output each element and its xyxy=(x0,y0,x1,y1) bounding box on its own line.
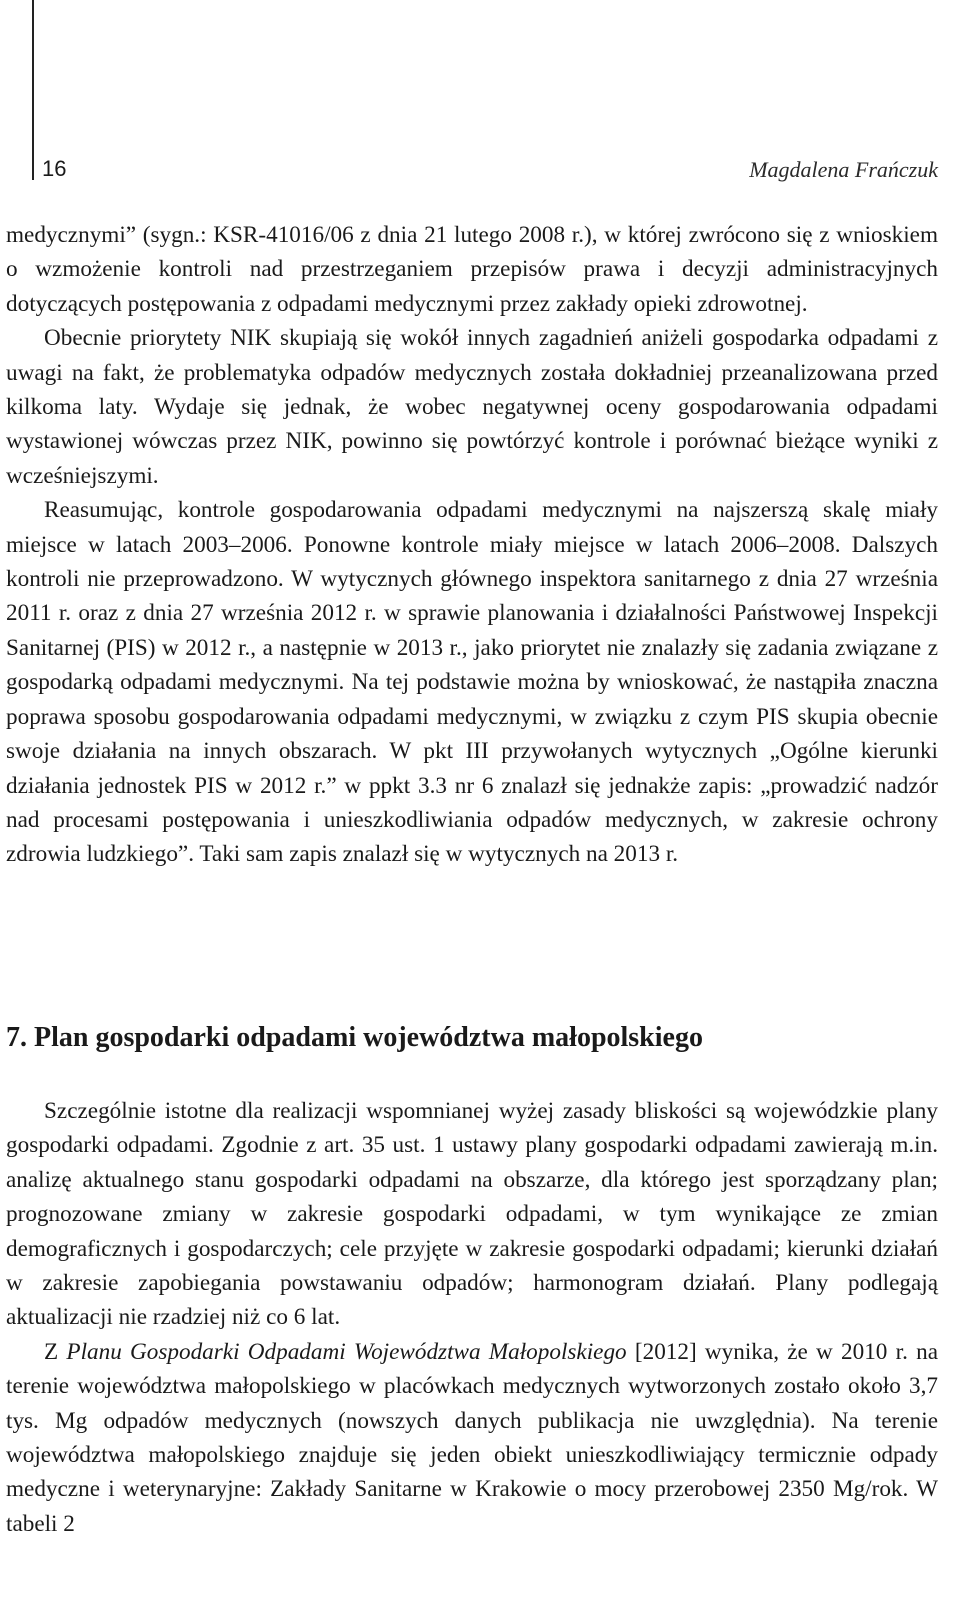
paragraph xyxy=(6,1335,938,1541)
paragraph: Szczególnie istotne dla realizacji wspomnianej wyżej zasady bliskości są wojewódzkie plany gospodarki odpadami. Zgodnie z art. 35 ust. 1 ustawy plany gospodarki odpadami zawierają m.in. analizę aktualnego stanu gospodarki odpadami na obszarze, dla którego jest sporządzany plan; prognozowane zmiany w zakresie gospodarki odpadami, w tym wynikające ze zmian demograficznych i gospodarczych; cele przyjęte w zakresie gospodarki odpadami; kierunki działań w zakresie zapobiegania powstawaniu odpadów; harmonogram działań. Plany podlegają aktualizacji nie rzadziej niż co 6 lat. xyxy=(6,1098,938,1331)
cited-title: Planu Gospodarki Odpadami Województwa Małopolskiego xyxy=(66,1338,627,1365)
section-heading: 7. Plan gospodarki odpadami województwa małopolskiego xyxy=(6,1022,703,1053)
running-head-author: Magdalena Frańczuk xyxy=(749,157,938,182)
margin-rule xyxy=(32,0,34,180)
paragraph-rest: [2012] wynika, że w 2010 r. na terenie województwa małopolskiego w placówkach medycznych wytworzonych zostało około 3,7 tys. Mg odpadów medycznych (nowszych danych publikacja nie uwzględnia). Na terenie województwa małopolskiego znajduje się jeden obiekt unieszkodliwiający termicznie odpady medyczne i weterynaryjne: Zakłady Sanitarne w Krakowie o mocy przerobowej 2350 Mg/rok. W tabeli 2 xyxy=(6,1338,938,1537)
paragraph-lead: Z xyxy=(44,1338,67,1365)
paragraph: Obecnie priorytety NIK skupiają się wokół innych zagadnień aniżeli gospodarka odpadami z uwagi na fakt, że problematyka odpadów medycznych została dokładniej przeanalizowana przed kilkoma laty. Wydaje się jednak, że wobec negatywnej oceny gospodarowania odpadami wystawionej wówczas przez NIK, powinno się powtórzyć kontrole i porównać bieżące wyniki z wcześniejszymi. xyxy=(6,325,938,489)
page-number: 16 xyxy=(42,156,67,181)
body-text xyxy=(6,218,938,872)
paragraph: medycznymi” (sygn.: KSR-41016/06 z dnia 21 lutego 2008 r.), w której zwrócono się z wnioskiem o wzmożenie kontroli nad przestrzeganiem przepisów prawa i decyzji administracyjnych dotyczących postępowania z odpadami medycznymi przez zakłady opieki zdrowotnej. xyxy=(6,222,938,317)
section-text xyxy=(6,1094,938,1541)
paragraph: Reasumując, kontrole gospodarowania odpadami medycznymi na najszerszą skalę miały miejsce w latach 2003–2006. Ponowne kontrole miały miejsce w latach 2006–2008. Dalszych kontroli nie przeprowadzono. W wytycznych głównego inspektora sanitarnego z dnia 27 września 2011 r. oraz z dnia 27 września 2012 r. w sprawie planowania i działalności Państwowej Inspekcji Sanitarnej (PIS) w 2012 r., a następnie w 2013 r., jako priorytet nie znalazły się zadania związane z gospodarką odpadami medycznymi. Na tej podstawie można by wnioskować, że nastąpiła znaczna poprawa sposobu gospodarowania odpadami medycznymi, w związku z czym PIS skupia obecnie swoje działania na innych obszarach. W pkt III przywołanych wytycznych „Ogólne kierunki działania jednostek PIS w 2012 r.” w ppkt 3.3 nr 6 znalazł się jednakże zapis: „prowadzić nadzór nad procesami postępowania i unieszkodliwiania odpadów medycznych, w zakresie ochrony zdrowia ludzkiego”. Taki sam zapis znalazł się w wytycznych na 2013 r. xyxy=(6,497,938,868)
